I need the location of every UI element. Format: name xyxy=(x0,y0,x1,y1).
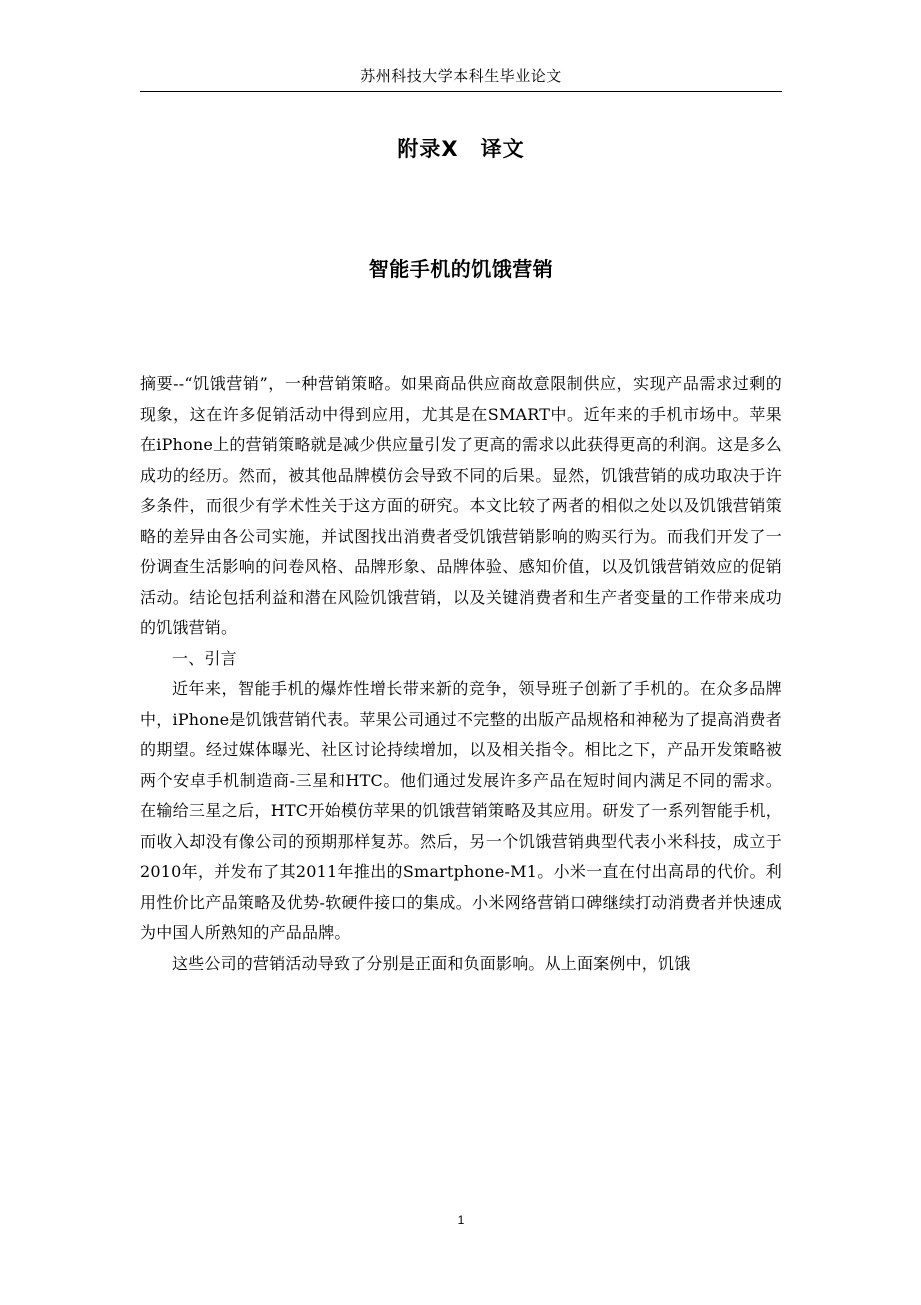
body-paragraph: 这些公司的营销活动导致了分别是正面和负面影响。从上面案例中，饥饿 xyxy=(172,953,691,973)
running-header: 苏州科技大学本科生毕业论文 xyxy=(360,67,562,85)
header-divider xyxy=(140,91,782,92)
body-paragraph: 近年来，智能手机的爆炸性增长带来新的竞争，领导班子创新了手机的。在众多品牌中，iPhone是饥饿营销代表。苹果公司通过不完整的出版产品规格和神秘为了提高消费者的期望。经过媒体曝光、社区讨论持续增加，以及相关指令。相比之下，产品开发策略被两个安卓手机制造商-三星和HTC。他们通过发展许多产品在短时间内满足不同的需求。在输给三星之后，HTC开始模仿苹果的饥饿营销策略及其应用。研发了一系列智能手机，而收入却没有像公司的预期那样复苏。然后，另一个饥饿营销典型代表小米科技，成立于2010年，并发布了其2011年推出的Smartphone-M1。小米一直在付出高昂的代价。利用性价比产品策略及优势-软硬件接口的集成。小米网络营销口碑继续打动消费者并快速成为中国人所熟知的产品品牌。 xyxy=(140,679,782,942)
section-heading: 一、引言 xyxy=(172,648,237,668)
document-body xyxy=(140,369,782,979)
appendix-title: 附录X 译文 xyxy=(397,137,525,161)
paper-title: 智能手机的饥饿营销 xyxy=(368,257,554,281)
abstract-paragraph: 摘要--“饥饿营销”，一种营销策略。如果商品供应商故意限制供应，实现产品需求过剩的现象，这在许多促销活动中得到应用，尤其是在SMART中。近年来的手机市场中。苹果在iPhone上的营销策略就是减少供应量引发了更高的需求以此获得更高的利润。这是多么成功的经历。然而，被其他品牌模仿会导致不同的后果。显然，饥饿营销的成功取决于许多条件，而很少有学术性关于这方面的研究。本文比较了两者的相似之处以及饥饿营销策略的差异由各公司实施，并试图找出消费者受饥饿营销影响的购买行为。而我们开发了一份调查生活影响的问卷风格、品牌形象、品牌体验、感知价值，以及饥饿营销效应的促销活动。结论包括利益和潜在风险饥饿营销，以及关键消费者和生产者变量的工作带来成功的饥饿营销。 xyxy=(140,374,782,637)
page-number: 1 xyxy=(457,1213,465,1227)
